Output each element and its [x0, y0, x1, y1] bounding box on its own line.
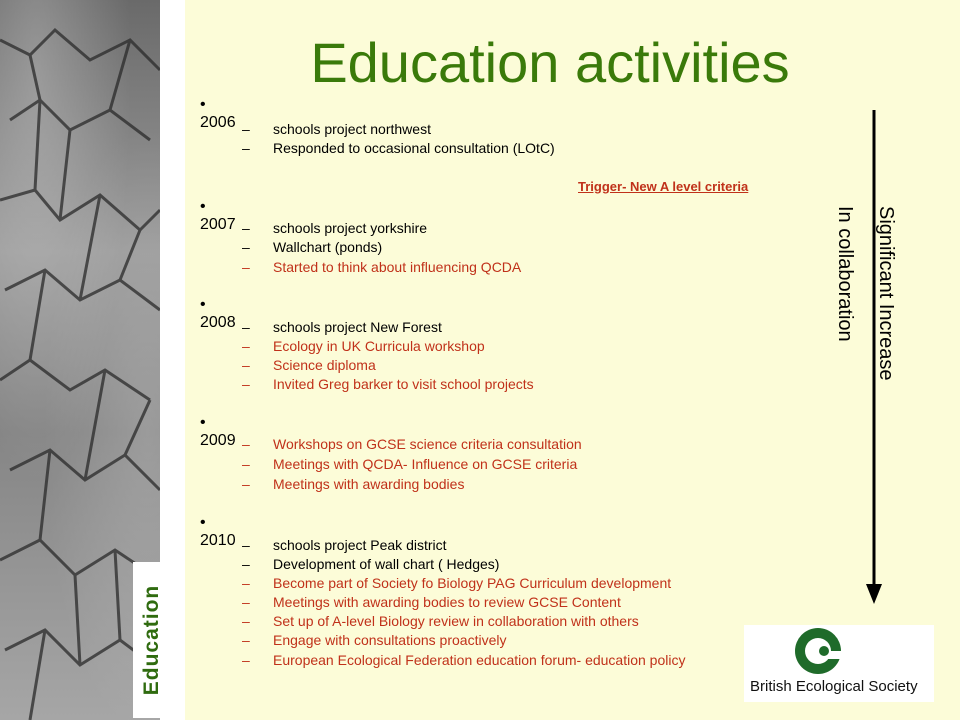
dash-icon: – — [242, 652, 250, 668]
activity-item — [242, 338, 485, 354]
year-label: 2007 — [200, 216, 236, 233]
bes-logo — [744, 625, 934, 702]
activity-text: schools project Peak district — [273, 537, 447, 553]
slide-title: Education activities — [310, 31, 790, 94]
year-heading — [200, 514, 236, 550]
activity-text: Meetings with awarding bodies to review GCSE Content — [273, 594, 621, 610]
activity-item — [242, 632, 506, 648]
year-heading — [200, 296, 236, 332]
activity-item — [242, 436, 582, 452]
activity-item — [242, 476, 464, 492]
year-heading — [200, 414, 236, 450]
bullet-icon: • — [200, 296, 206, 313]
activity-text: schools project yorkshire — [273, 220, 428, 236]
activity-text: Science diploma — [273, 357, 376, 373]
activity-item — [242, 537, 447, 553]
bes-logo-text: British Ecological Society — [750, 678, 918, 695]
dash-icon: – — [242, 556, 250, 572]
activity-item — [242, 456, 577, 472]
activity-item — [242, 652, 685, 668]
activity-text: Meetings with QCDA- Influence on GCSE criteria — [273, 456, 578, 472]
dash-icon: – — [242, 239, 250, 255]
activity-text: schools project New Forest — [273, 319, 442, 335]
activity-text: Started to think about influencing QCDA — [273, 259, 522, 275]
year-label: 2010 — [200, 532, 236, 549]
activity-text: Responded to occasional consultation (LOtC) — [273, 140, 555, 156]
activity-text: Workshops on GCSE science criteria consultation — [273, 436, 582, 452]
dash-icon: – — [242, 121, 250, 137]
dash-icon: – — [242, 140, 250, 156]
activity-item — [242, 259, 521, 275]
activity-text: Wallchart (ponds) — [273, 239, 383, 255]
activity-text: Become part of Society fo Biology PAG Curriculum development — [273, 575, 672, 591]
activity-item — [242, 575, 671, 591]
year-heading — [200, 96, 236, 132]
collaboration-label: In collaboration — [834, 206, 856, 342]
bullet-icon: • — [200, 96, 206, 113]
activity-item — [242, 357, 376, 373]
dash-icon: – — [242, 575, 250, 591]
dash-icon: – — [242, 357, 250, 373]
dash-icon: – — [242, 537, 250, 553]
activity-text: Ecology in UK Curricula workshop — [273, 338, 485, 354]
dash-icon: – — [242, 476, 250, 492]
activity-item — [242, 556, 499, 572]
bullet-icon: • — [200, 514, 206, 531]
activity-text: schools project northwest — [273, 121, 431, 137]
year-heading — [200, 198, 236, 234]
activity-item — [242, 220, 427, 236]
activity-text: European Ecological Federation education forum- education policy — [273, 652, 686, 668]
education-side-label: Education — [140, 584, 163, 696]
trigger-annotation: Trigger- New A level criteria — [578, 179, 749, 194]
activity-item — [242, 121, 431, 137]
dash-icon: – — [242, 594, 250, 610]
activity-text: Set up of A-level Biology review in collaboration with others — [273, 613, 639, 629]
year-label: 2009 — [200, 432, 236, 449]
activity-item — [242, 239, 382, 255]
dash-icon: – — [242, 456, 250, 472]
activity-item — [242, 376, 534, 392]
dash-icon: – — [242, 259, 250, 275]
activity-text: Development of wall chart ( Hedges) — [273, 556, 500, 572]
activity-item — [242, 594, 621, 610]
activity-item — [242, 140, 555, 156]
year-label: 2006 — [200, 114, 236, 131]
activity-text: Invited Greg barker to visit school projects — [273, 376, 534, 392]
dash-icon: – — [242, 319, 250, 335]
dash-icon: – — [242, 613, 250, 629]
activity-item — [242, 613, 639, 629]
activity-item — [242, 319, 442, 335]
year-label: 2008 — [200, 314, 236, 331]
bullet-icon: • — [200, 198, 206, 215]
activity-text: Engage with consultations proactively — [273, 632, 507, 648]
dash-icon: – — [242, 436, 250, 452]
dash-icon: – — [242, 220, 250, 236]
dash-icon: – — [242, 338, 250, 354]
activity-text: Meetings with awarding bodies — [273, 476, 465, 492]
dash-icon: – — [242, 632, 250, 648]
dash-icon: – — [242, 376, 250, 392]
significant-increase-label: Significant Increase — [875, 206, 897, 381]
bullet-icon: • — [200, 414, 206, 431]
